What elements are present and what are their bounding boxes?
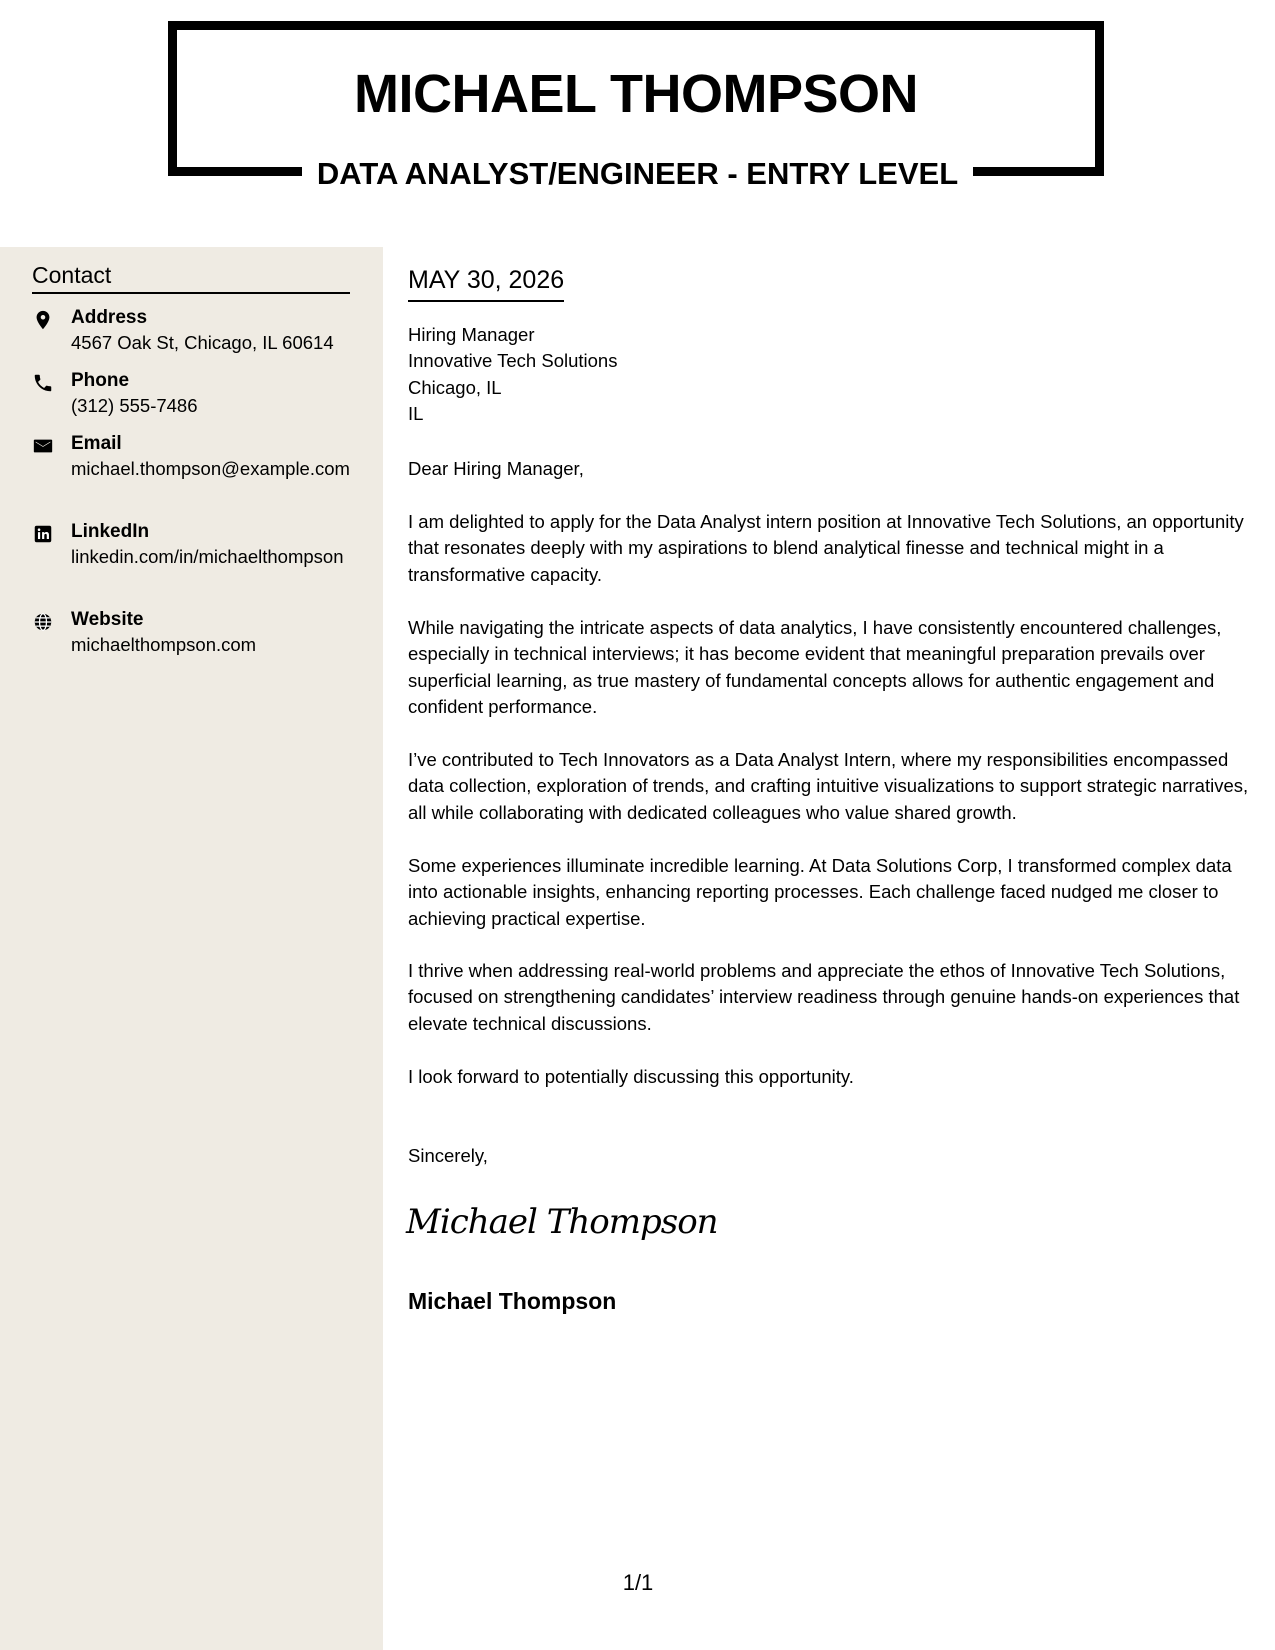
contact-label: Email <box>71 433 122 454</box>
body-paragraph: I’ve contributed to Tech Innovators as a Data Analyst Intern, where my responsibilities encompassed data collection, exploration of trends, and crafting intuitive visualizations to support strategic narratives, all while collaborating with dedicated colleagues who value shared growth. <box>408 749 1249 823</box>
handwritten-signature: Michael Thompson <box>406 1202 718 1242</box>
job-title: DATA ANALYST/ENGINEER - ENTRY LEVEL <box>316 156 959 191</box>
contact-value: (312) 555-7486 <box>71 395 198 416</box>
body-paragraph: While navigating the intricate aspects of data analytics, I have consistently encountered challenges, especially in technical interviews; it has become evident that meaningful preparation prevails over superficial learning, as true mastery of fundamental concepts allows for authentic engagement and confident performance. <box>408 617 1222 717</box>
contact-value: michaelthompson.com <box>71 634 257 655</box>
recipient-line: Chicago, IL <box>408 376 502 398</box>
contact-value: linkedin.com/in/michaelthompson <box>71 546 344 567</box>
recipient-line: IL <box>408 402 424 424</box>
recipient-line: Hiring Manager <box>408 324 535 345</box>
contact-value: 4567 Oak St, Chicago, IL 60614 <box>71 332 334 353</box>
contact-label: Phone <box>71 370 130 391</box>
recipient-line: Innovative Tech Solutions <box>408 350 618 372</box>
envelope-icon <box>32 435 54 457</box>
body-paragraph: I am delighted to apply for the Data Analyst intern position at Innovative Tech Solutions, an opportunity that resonates deeply with my aspirations to blend analytical finesse and technical might in a transformative capacity. <box>408 511 1244 585</box>
contact-label: Address <box>71 307 148 328</box>
page-number: 1/1 <box>622 1570 654 1595</box>
applicant-name: MICHAEL THOMPSON <box>353 64 918 124</box>
signer-name: Michael Thompson <box>408 1288 617 1314</box>
letter-date: MAY 30, 2026 <box>408 262 564 302</box>
body-paragraph: I look forward to potentially discussing this opportunity. <box>408 1066 854 1087</box>
body-paragraph: I thrive when addressing real-world problems and appreciate the ethos of Innovative Tech Solutions, focused on strengthening candidates’ interview readiness through genuine hands-on experiences that elevate technical discussions. <box>408 960 1240 1034</box>
globe-icon <box>32 611 54 633</box>
body-paragraph: Some experiences illuminate incredible learning. At Data Solutions Corp, I transformed complex data into actionable insights, enhancing reporting processes. Each challenge faced nudged me closer to achieving practical expertise. <box>408 855 1232 929</box>
salutation: Dear Hiring Manager, <box>408 458 584 479</box>
closing: Sincerely, <box>408 1145 488 1166</box>
contact-heading: Contact <box>32 260 350 294</box>
contact-label: Website <box>71 609 144 630</box>
contact-value: michael.thompson@example.com <box>71 458 350 479</box>
location-pin-icon <box>32 309 54 331</box>
phone-icon <box>32 372 54 394</box>
linkedin-icon <box>32 523 54 545</box>
recipient-block <box>408 322 617 427</box>
contact-label: LinkedIn <box>71 521 150 542</box>
